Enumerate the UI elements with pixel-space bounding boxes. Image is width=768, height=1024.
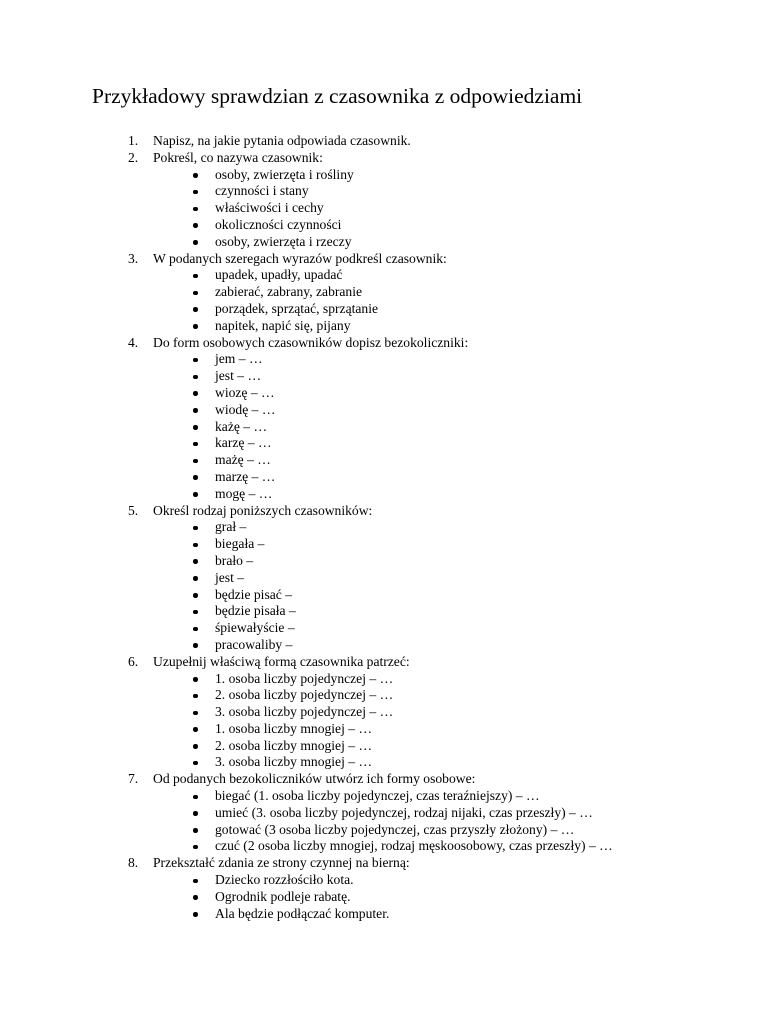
answer-options-list: [0, 788, 768, 855]
answer-option-text: właściwości i cechy: [215, 200, 324, 216]
answer-option-text: Ala będzie podłączać komputer.: [215, 905, 390, 921]
bullet-icon: [193, 324, 198, 329]
answer-option-text: 2. osoba liczby mnogiej – …: [215, 737, 373, 753]
answer-option-text: 2. osoba liczby pojedynczej – …: [215, 687, 394, 703]
bullet-icon: [193, 543, 198, 548]
bullet-icon: [193, 593, 198, 598]
question-number: 5.: [128, 502, 139, 518]
answer-option: [0, 200, 768, 217]
question-list: [0, 133, 768, 922]
question-line: [0, 771, 768, 788]
answer-option: [0, 788, 768, 805]
answer-option: [0, 486, 768, 503]
answer-option: [0, 469, 768, 486]
question-text: W podanych szeregach wyrazów podkreśl czasownik:: [153, 250, 447, 266]
bullet-icon: [193, 845, 198, 850]
answer-option-text: wiodę – …: [215, 401, 276, 417]
answer-option: [0, 570, 768, 587]
answer-option: [0, 603, 768, 620]
answer-option-text: brało –: [215, 552, 254, 568]
answer-option: [0, 402, 768, 419]
question-line: [0, 251, 768, 268]
answer-option-text: czynności i stany: [215, 183, 309, 199]
question-number: 4.: [128, 334, 139, 350]
question-item: [0, 503, 768, 654]
answer-options-list: [0, 351, 768, 502]
bullet-icon: [193, 811, 198, 816]
question-item: [0, 150, 768, 251]
question-item: [0, 251, 768, 335]
answer-option-text: karzę – …: [215, 435, 272, 451]
answer-option-text: jest –: [215, 569, 245, 585]
answer-option: [0, 754, 768, 771]
answer-option: [0, 872, 768, 889]
question-text: Uzupełnij właściwą formą czasownika patrzeć:: [153, 653, 410, 669]
bullet-icon: [193, 291, 198, 296]
bullet-icon: [193, 492, 198, 497]
answer-option-text: biegać (1. osoba liczby pojedynczej, czas teraźniejszy) – …: [215, 788, 540, 804]
answer-option: [0, 234, 768, 251]
answer-options-list: [0, 671, 768, 772]
answer-option-text: umieć (3. osoba liczby pojedynczej, rodzaj nijaki, czas przeszły) – …: [215, 804, 593, 820]
bullet-icon: [193, 307, 198, 312]
answer-option: [0, 267, 768, 284]
bullet-icon: [193, 879, 198, 884]
page-title: Przykładowy sprawdzian z czasownika z odpowiedziami: [92, 84, 583, 108]
answer-option-text: czuć (2 osoba liczby mnogiej, rodzaj męskoosobowy, czas przeszły) – …: [215, 838, 613, 854]
bullet-icon: [193, 912, 198, 917]
answer-options-list: [0, 872, 768, 922]
answer-option-text: wiozę – …: [215, 384, 275, 400]
answer-option-text: grał –: [215, 519, 247, 535]
bullet-icon: [193, 828, 198, 833]
question-text: Przekształć zdania ze strony czynnej na bierną:: [153, 855, 410, 871]
answer-options-list: [0, 167, 768, 251]
answer-option: [0, 671, 768, 688]
bullet-icon: [193, 240, 198, 245]
bullet-icon: [193, 190, 198, 195]
answer-option: [0, 318, 768, 335]
question-text: Określ rodzaj poniższych czasowników:: [153, 502, 373, 518]
bullet-icon: [193, 559, 198, 564]
question-number: 8.: [128, 855, 139, 871]
answer-option: [0, 183, 768, 200]
answer-option-text: jem – …: [215, 351, 263, 367]
answer-option-text: 3. osoba liczby pojedynczej – …: [215, 704, 394, 720]
question-text: Od podanych bezokoliczników utwórz ich formy osobowe:: [153, 771, 476, 787]
answer-option-text: 1. osoba liczby mnogiej – …: [215, 720, 373, 736]
answer-option: [0, 553, 768, 570]
answer-option: [0, 738, 768, 755]
answer-option-text: pracowaliby –: [215, 636, 293, 652]
answer-option: [0, 906, 768, 923]
answer-option-text: każę – …: [215, 418, 268, 434]
answer-option-text: 3. osoba liczby mnogiej – …: [215, 754, 373, 770]
answer-option-text: Dziecko rozzłościło kota.: [215, 872, 354, 888]
question-item: [0, 855, 768, 922]
bullet-icon: [193, 173, 198, 178]
question-text: Napisz, na jakie pytania odpowiada czasownik.: [153, 133, 411, 148]
question-line: [0, 503, 768, 520]
answer-options-list: [0, 267, 768, 334]
answer-option: [0, 620, 768, 637]
answer-option: [0, 721, 768, 738]
question-item: [0, 771, 768, 855]
bullet-icon: [193, 425, 198, 430]
question-line: [0, 150, 768, 167]
bullet-icon: [193, 694, 198, 699]
question-number: 3.: [128, 250, 139, 266]
bullet-icon: [193, 207, 198, 212]
answer-option: [0, 805, 768, 822]
question-number: 2.: [128, 149, 139, 165]
question-item: [0, 133, 768, 150]
bullet-icon: [193, 475, 198, 480]
bullet-icon: [193, 223, 198, 228]
bullet-icon: [193, 744, 198, 749]
answer-option: [0, 519, 768, 536]
bullet-icon: [193, 795, 198, 800]
bullet-icon: [193, 576, 198, 581]
bullet-icon: [193, 358, 198, 363]
answer-option-text: mażę – …: [215, 452, 271, 468]
bullet-icon: [193, 408, 198, 413]
bullet-icon: [193, 375, 198, 380]
answer-option: [0, 637, 768, 654]
answer-option-text: Ogrodnik podleje rabatę.: [215, 888, 351, 904]
answer-option: [0, 217, 768, 234]
answer-option: [0, 385, 768, 402]
question-line: [0, 855, 768, 872]
bullet-icon: [193, 610, 198, 615]
bullet-icon: [193, 677, 198, 682]
answer-option-text: 1. osoba liczby pojedynczej – …: [215, 670, 394, 686]
answer-option-text: osoby, zwierzęta i rzeczy: [215, 233, 352, 249]
question-item: [0, 654, 768, 772]
answer-option-text: śpiewałyście –: [215, 620, 295, 636]
question-text: Pokreśl, co nazywa czasownik:: [153, 149, 323, 165]
bullet-icon: [193, 643, 198, 648]
answer-option: [0, 822, 768, 839]
question-text: Do form osobowych czasowników dopisz bezokoliczniki:: [153, 334, 469, 350]
bullet-icon: [193, 274, 198, 279]
question-line: [0, 335, 768, 352]
answer-option: [0, 435, 768, 452]
answer-option-text: jest – …: [215, 368, 262, 384]
answer-option: [0, 368, 768, 385]
bullet-icon: [193, 526, 198, 531]
answer-option-text: będzie pisać –: [215, 586, 292, 602]
answer-option: [0, 167, 768, 184]
question-item: [0, 335, 768, 503]
answer-option: [0, 587, 768, 604]
bullet-icon: [193, 895, 198, 900]
answer-option-text: będzie pisała –: [215, 603, 296, 619]
answer-option: [0, 419, 768, 436]
bullet-icon: [193, 459, 198, 464]
answer-option-text: osoby, zwierzęta i rośliny: [215, 166, 354, 182]
answer-option: [0, 536, 768, 553]
bullet-icon: [193, 442, 198, 447]
answer-options-list: [0, 519, 768, 653]
bullet-icon: [193, 391, 198, 396]
answer-option: [0, 687, 768, 704]
answer-option: [0, 838, 768, 855]
question-number: 1.: [128, 133, 139, 148]
answer-option: [0, 889, 768, 906]
answer-option: [0, 284, 768, 301]
answer-option-text: mogę – …: [215, 485, 273, 501]
question-number: 7.: [128, 771, 139, 787]
bullet-icon: [193, 711, 198, 716]
answer-option: [0, 301, 768, 318]
question-number: 6.: [128, 653, 139, 669]
answer-option-text: zabierać, zabrany, zabranie: [215, 284, 363, 300]
answer-option-text: marzę – …: [215, 468, 276, 484]
question-line: [0, 654, 768, 671]
answer-option: [0, 351, 768, 368]
answer-option-text: napitek, napić się, pijany: [215, 317, 351, 333]
answer-option: [0, 452, 768, 469]
answer-option-text: porządek, sprzątać, sprzątanie: [215, 300, 379, 316]
bullet-icon: [193, 761, 198, 766]
question-line: [0, 133, 768, 150]
answer-option-text: biegała –: [215, 536, 265, 552]
answer-option-text: gotować (3 osoba liczby pojedynczej, czas przyszły złożony) – …: [215, 821, 575, 837]
answer-option-text: okoliczności czynności: [215, 216, 342, 232]
bullet-icon: [193, 727, 198, 732]
answer-option: [0, 704, 768, 721]
bullet-icon: [193, 627, 198, 632]
answer-option-text: upadek, upadły, upadać: [215, 267, 343, 283]
